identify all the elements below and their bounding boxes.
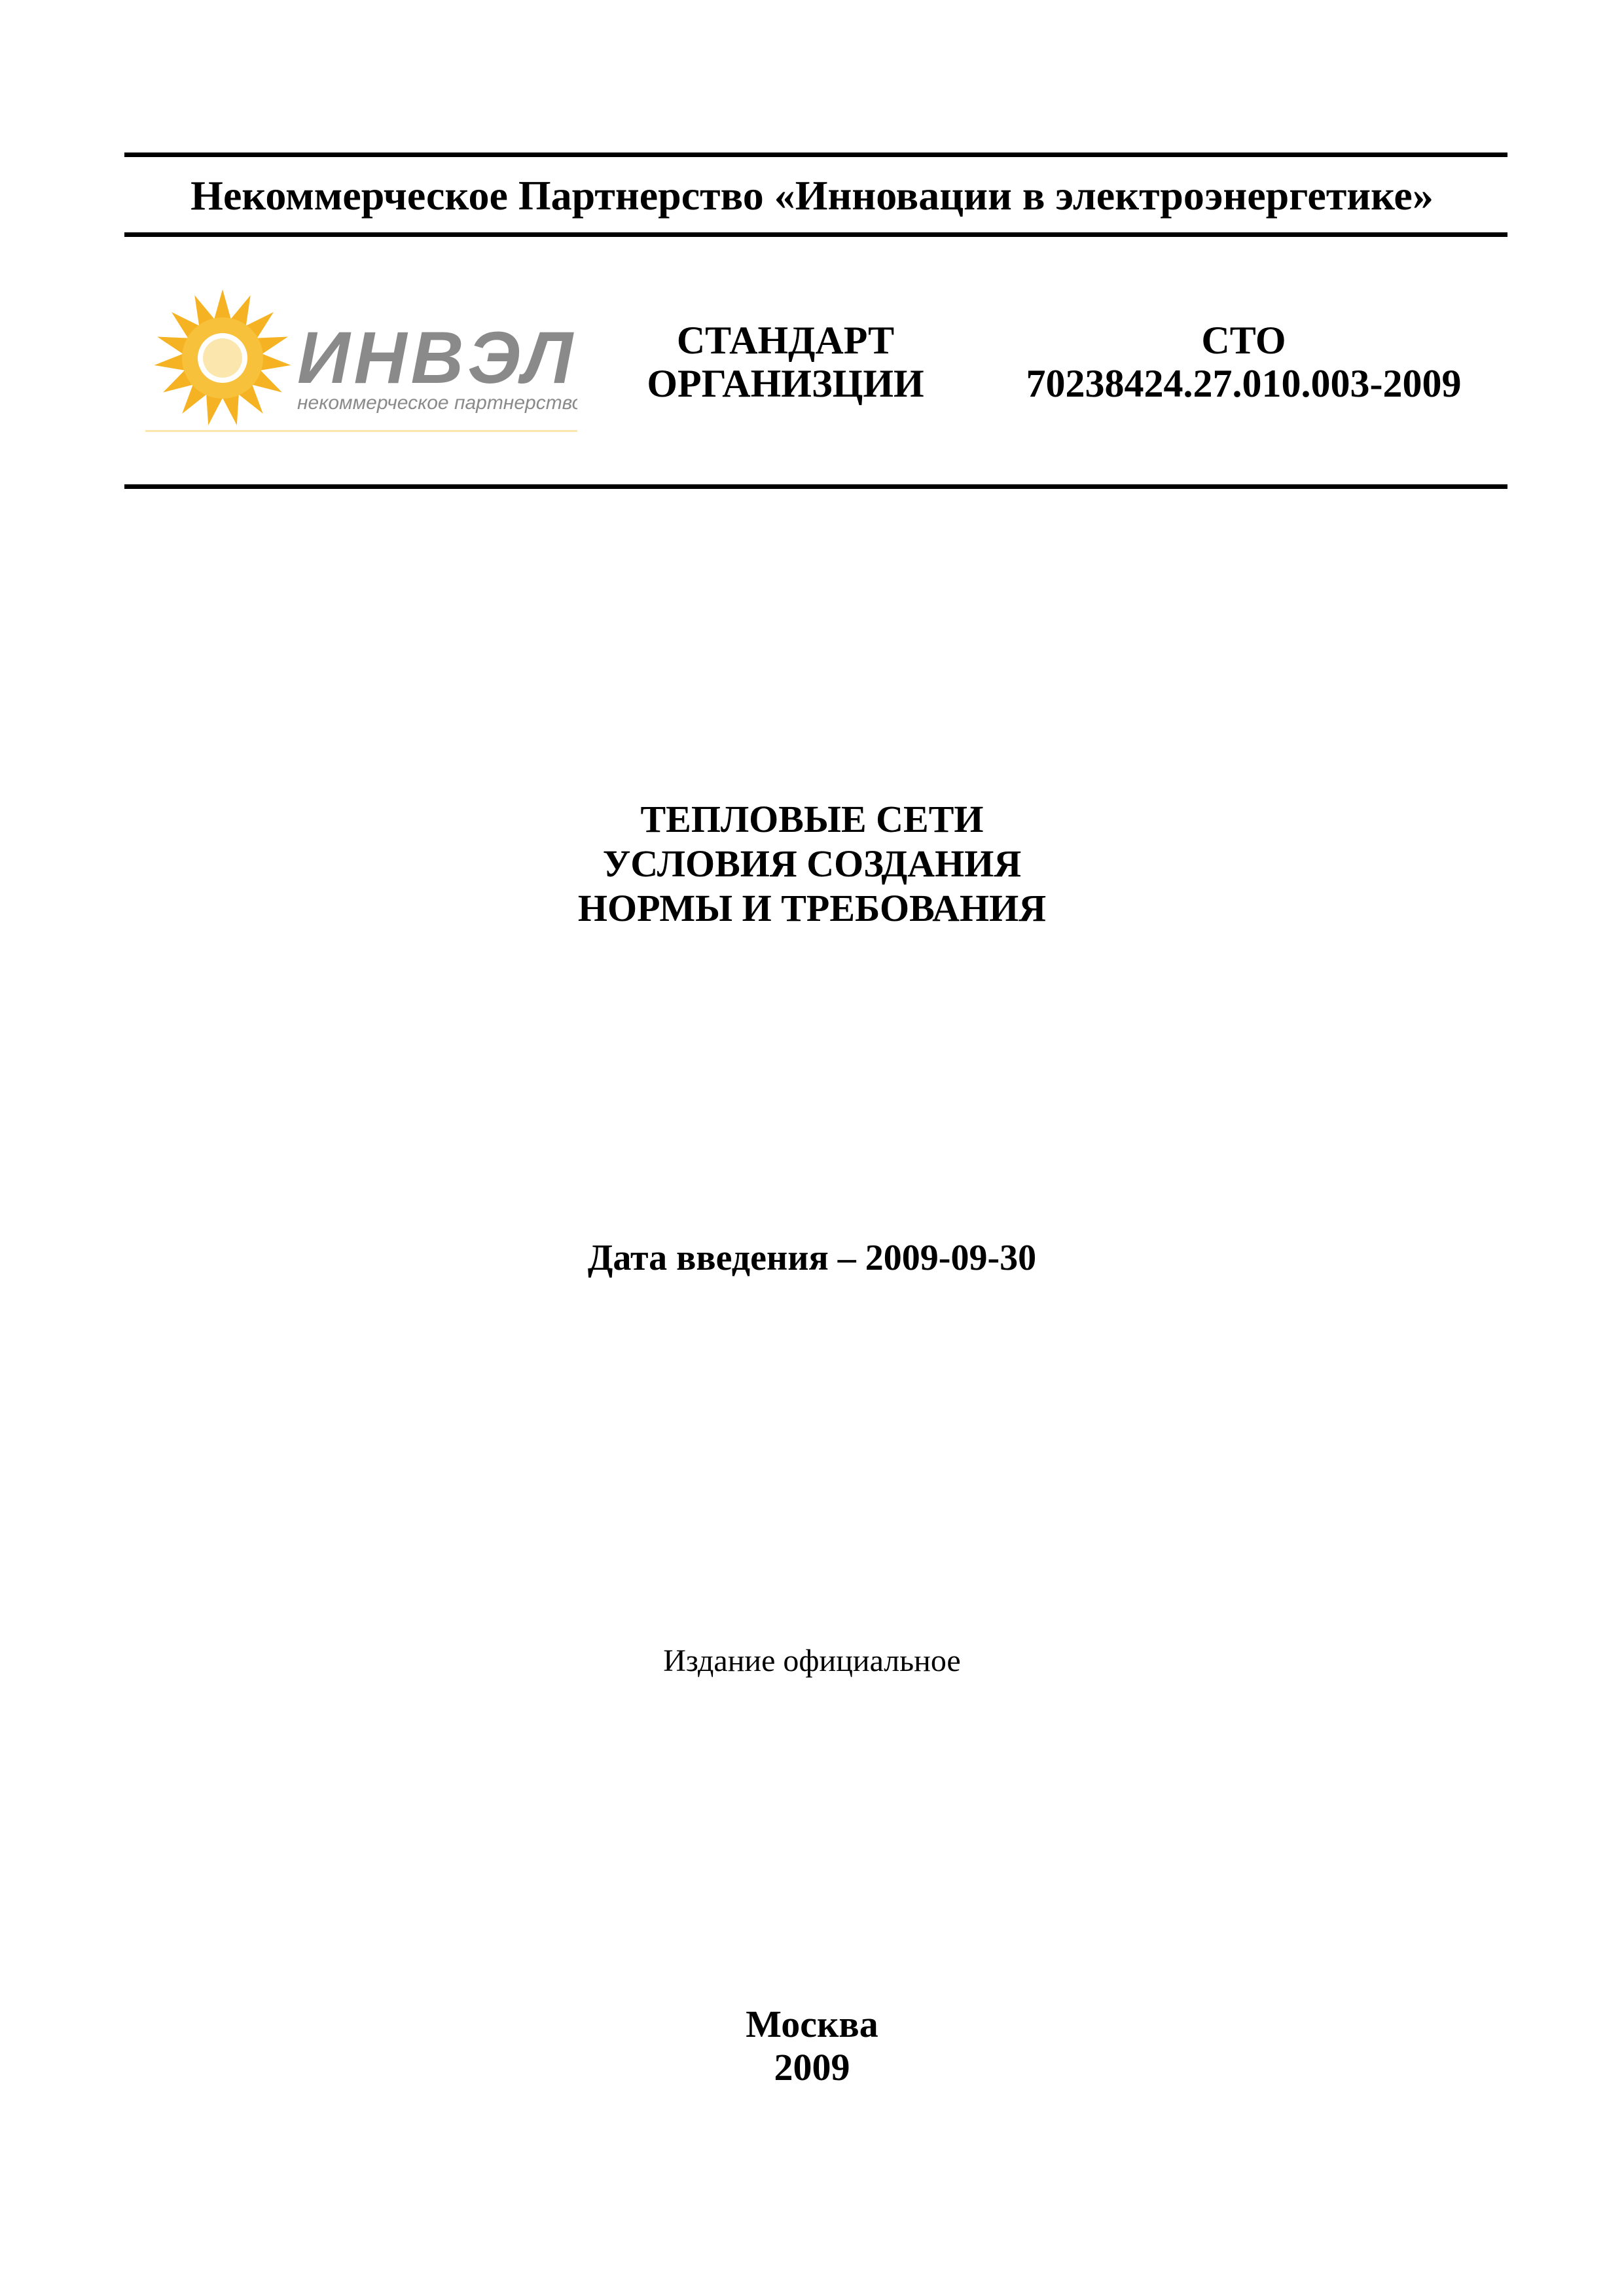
top-rule <box>124 152 1507 157</box>
standard-code-line-2: 70238424.27.010.003-2009 <box>1026 362 1462 405</box>
standard-type-line-2: ОРГАНИЗЦИИ <box>647 362 924 405</box>
document-title <box>0 797 1624 931</box>
header-rule <box>124 232 1507 237</box>
logo-tagline: некоммерческое партнерство <box>297 392 577 414</box>
logo-name: ИНВЭЛ <box>297 317 577 399</box>
organization-name: Некоммерческое Партнерство «Инновации в электроэнергетике» <box>190 172 1434 219</box>
title-line-2: УСЛОВИЯ СОЗДАНИЯ <box>602 842 1022 885</box>
edition-label: Издание официальное <box>663 1643 961 1678</box>
city: Москва <box>746 2003 878 2045</box>
title-line-1: ТЕПЛОВЫЕ СЕТИ <box>640 798 984 840</box>
effective-date: Дата введения – 2009-09-30 <box>587 1238 1037 1278</box>
standard-type-line-1: СТАНДАРТ <box>676 319 895 362</box>
header-bottom-rule <box>124 484 1507 489</box>
publication-place <box>0 2003 1624 2089</box>
sun-icon <box>145 285 577 439</box>
year: 2009 <box>774 2046 850 2089</box>
standard-code <box>1001 319 1486 405</box>
invel-logo <box>145 285 577 439</box>
title-line-3: НОРМЫ И ТРЕБОВАНИЯ <box>577 887 1047 929</box>
standard-code-line-1: СТО <box>1201 319 1286 362</box>
standard-type <box>615 319 956 405</box>
